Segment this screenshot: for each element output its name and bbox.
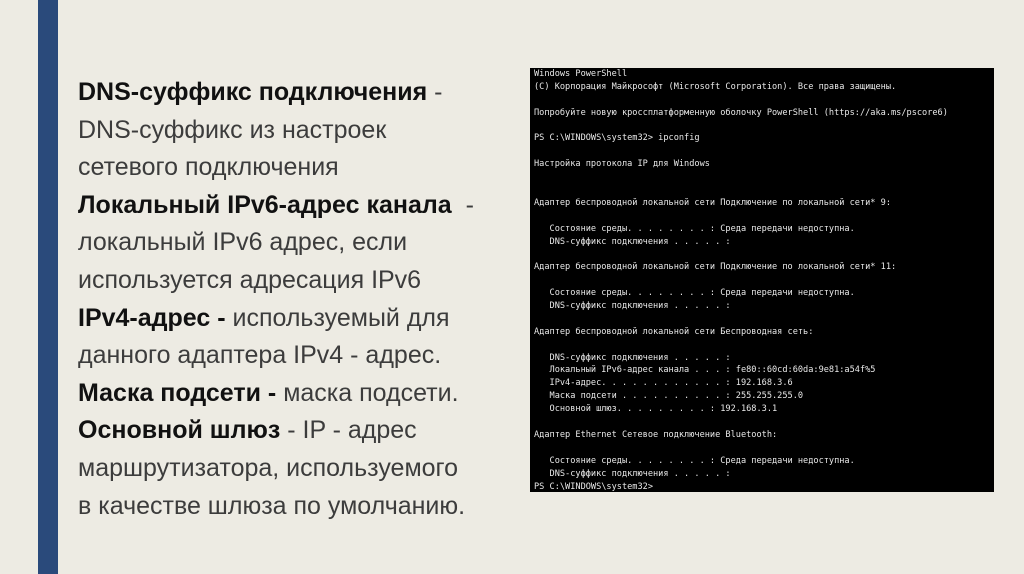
console-line: DNS-суффикс подключения . . . . . : [534,236,731,247]
term-description: сетевого подключения [78,153,339,182]
term-description: DNS-суффикс из настроек [78,115,387,144]
console-line: Маска подсети . . . . . . . . . . : 255.255.255.0 [534,391,804,402]
term-label: IPv4-адрес - [78,303,226,332]
console-line [534,184,990,197]
term-description: маска подсети. [276,378,459,407]
console-line [534,248,990,261]
console-line: Адаптер беспроводной локальной сети Подключение по локальной сети* 9: [534,197,891,208]
term-label: Основной шлюз [78,416,281,445]
console-line: Состояние среды. . . . . . . . : Среда передачи недоступна. [534,288,855,299]
console-line: Состояние среды. . . . . . . . : Среда передачи недоступна. [534,455,855,466]
console-line [534,210,990,223]
console-line: Адаптер беспроводной локальной сети Подключение по локальной сети* 11: [534,262,897,273]
slide-text-line [78,300,518,338]
console-line: PS C:\WINDOWS\system32> ipconfig [534,133,700,144]
slide-text-line [78,488,518,526]
slide-text-block [78,74,518,525]
console-line [534,313,990,326]
term-description: - IP - адрес [280,416,417,445]
slide-text-line [78,337,518,375]
console-line: DNS-суффикс подключения . . . . . : [534,468,731,479]
slide-text-line [78,112,518,150]
term-description: - [451,190,474,219]
console-line: IPv4-адрес. . . . . . . . . . . . : 192.168.3.6 [534,378,793,389]
term-description: - [427,78,443,106]
term-label: Маска подсети - [78,378,277,407]
console-line [534,442,990,455]
console-line: Адаптер Ethernet Сетевое подключение Bluetooth: [534,429,778,440]
powershell-console[interactable] [530,68,994,492]
console-line: Настройка протокола IP для Windows [534,159,710,170]
console-line [534,145,990,158]
console-line: PS C:\WINDOWS\system32> [534,481,653,492]
term-description: локальный IPv6 адрес, если [78,228,408,257]
term-description: данного адаптера IPv4 - адрес. [78,341,442,370]
console-line [534,120,990,133]
term-description: используется адресация IPv6 [78,265,422,294]
console-line [534,171,990,184]
console-line: DNS-суффикс подключения . . . . . : [534,352,731,363]
slide-text-line [78,262,518,300]
slide-text-line [78,224,518,262]
console-line [534,274,990,287]
console-line: Локальный IPv6-адрес канала . . . : fe80::60cd:60da:9e81:a54f%5 [534,365,876,376]
slide-text-line [78,412,518,450]
console-line: Попробуйте новую кроссплатформенную оболочку PowerShell (https://aka.ms/pscore6) [534,107,948,118]
console-line: Адаптер беспроводной локальной сети Беспроводная сеть: [534,326,814,337]
console-line: (C) Корпорация Майкрософт (Microsoft Corporation). Все права защищены. [534,81,897,92]
console-line: Состояние среды. . . . . . . . : Среда передачи недоступна. [534,223,855,234]
console-line: Основной шлюз. . . . . . . . . : 192.168.3.1 [534,404,778,415]
console-line [534,416,990,429]
console-line: DNS-суффикс подключения . . . . . : [534,301,731,312]
term-label: Локальный IPv6-адрес канала [78,190,452,219]
term-description: в качестве шлюза по умолчанию. [78,491,466,520]
term-description: маршрутизатора, используемого [78,453,459,482]
slide-text-line [78,149,518,187]
console-line: Windows PowerShell [534,69,628,79]
slide-text-line [78,450,518,488]
slide-text-line [78,74,518,112]
term-description: используемый для [225,303,450,332]
console-line [534,94,990,107]
slide-text-line [78,375,518,413]
slide-text-line [78,187,518,225]
accent-bar [38,0,58,574]
term-label: DNS-суффикс подключения [78,78,428,106]
console-line [534,339,990,352]
